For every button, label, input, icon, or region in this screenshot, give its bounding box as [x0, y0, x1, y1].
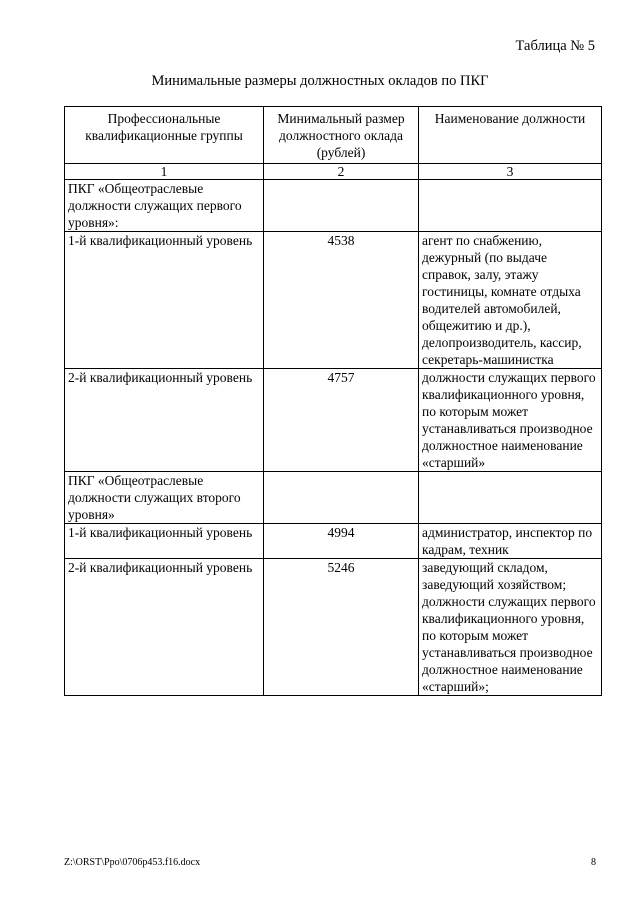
salary-cell [264, 472, 419, 524]
column-number: 1 [65, 164, 264, 180]
salary-cell: 4757 [264, 369, 419, 472]
table-row [65, 369, 602, 472]
group-cell: 1-й квалификационный уровень [65, 524, 264, 559]
table-row [65, 472, 602, 524]
group-cell: 1-й квалификационный уровень [65, 232, 264, 369]
salary-cell [264, 180, 419, 232]
salary-cell: 4538 [264, 232, 419, 369]
table-number: Таблица № 5 [515, 38, 595, 54]
table-row [65, 524, 602, 559]
group-cell: 2-й квалификационный уровень [65, 369, 264, 472]
group-cell: 2-й квалификационный уровень [65, 559, 264, 696]
header-row [65, 107, 602, 164]
document-title: Минимальные размеры должностных окладов по ПКГ [151, 73, 489, 89]
table-row [65, 559, 602, 696]
header-min-salary: Минимальный размер должностного оклада (рублей) [264, 107, 419, 164]
positions-cell [419, 180, 602, 232]
positions-cell: должности служащих первого квалификационного уровня, по которым может устанавливаться производное должностное наименование «старший» [419, 369, 602, 472]
salary-table [64, 106, 602, 696]
positions-cell [419, 472, 602, 524]
group-cell: ПКГ «Общеотраслевые должности служащих второго уровня» [65, 472, 264, 524]
column-number: 2 [264, 164, 419, 180]
header-position-name: Наименование должности [419, 107, 602, 164]
table-row [65, 180, 602, 232]
column-number-row [65, 164, 602, 180]
group-cell: ПКГ «Общеотраслевые должности служащих первого уровня»: [65, 180, 264, 232]
positions-cell: агент по снабжению, дежурный (по выдаче справок, залу, этажу гостиницы, комнате отдыха водителей автомобилей, общежитию и др.), делопроизводитель, кассир, секретарь-машинистка [419, 232, 602, 369]
column-number: 3 [419, 164, 602, 180]
footer-file-path: Z:\ORST\Ppo\0706p453.f16.docx [64, 857, 201, 868]
page-number: 8 [591, 857, 596, 868]
salary-cell: 5246 [264, 559, 419, 696]
positions-cell: администратор, инспектор по кадрам, техник [419, 524, 602, 559]
positions-cell: заведующий складом, заведующий хозяйством; должности служащих первого квалификационного уровня, по которым может устанавливаться производное должностное наименование «старший»; [419, 559, 602, 696]
salary-cell: 4994 [264, 524, 419, 559]
header-professional-groups: Профессиональные квалификационные группы [65, 107, 264, 164]
table-row [65, 232, 602, 369]
